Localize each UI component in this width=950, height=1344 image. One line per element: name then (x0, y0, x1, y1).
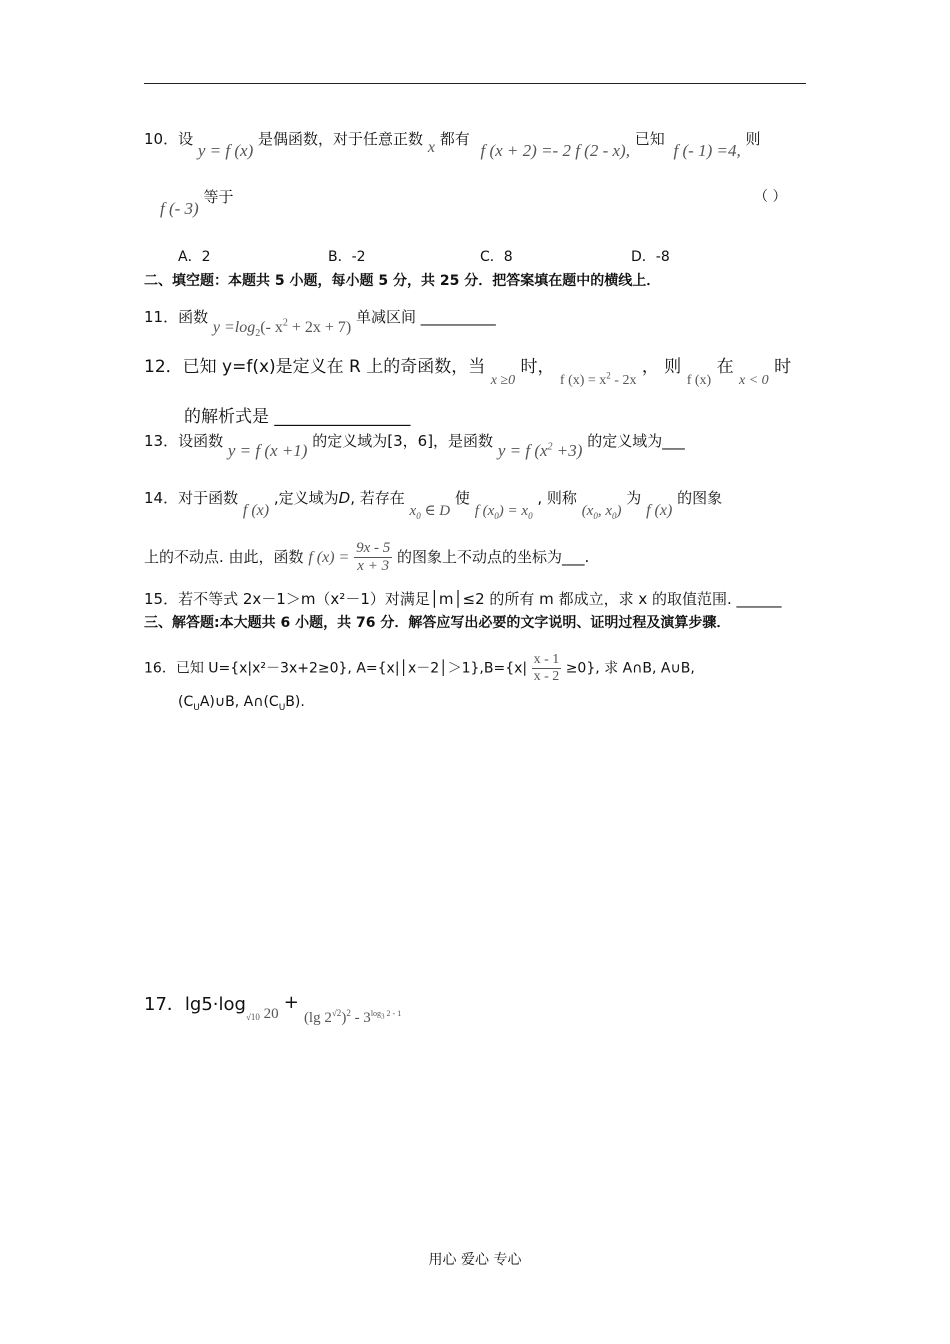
q10-text-1: 是偶函数，对于任意正数 (258, 130, 424, 148)
question-12-line1 (144, 352, 792, 388)
q13-exp: 2 (547, 441, 553, 453)
question-16-line1 (144, 652, 695, 685)
q14-pt-b: , x (597, 503, 613, 519)
q10-answer-paren: （ ） (754, 189, 787, 205)
q13-number: 13．设函数 (144, 432, 224, 450)
q16-sub-u: U (193, 702, 200, 713)
q17-math-rest (304, 1010, 401, 1026)
q14-text-2: 使 (454, 489, 470, 507)
q11-arg-a: (- x (260, 319, 283, 336)
question-10-line1 (144, 128, 761, 160)
q12-text-b: 时， (520, 357, 555, 377)
q10-option-d: D．-8 (631, 249, 670, 265)
q14-text-7: 的图象上不动点的坐标为___. (397, 548, 590, 566)
q17-plus: + (283, 992, 299, 1013)
q16-l2-c: B). (285, 694, 305, 710)
q12-math-x-ge-0: x ≥0 (490, 373, 516, 388)
q12-text-e: 时 (774, 357, 792, 377)
q17-log3-base: 3 (381, 1012, 385, 1021)
q13-math-1: y = f (x +1) (227, 441, 308, 460)
q11-math-log (212, 317, 352, 340)
q12-math-fx2: f (x) (686, 373, 712, 388)
q16-frac-denominator: x - 2 (533, 669, 560, 684)
q14-x: x (409, 503, 417, 519)
q10-option-b: B．-2 (328, 249, 366, 265)
q13-m2a: y = f (x (497, 441, 548, 460)
q14-text-3: , 则称 (537, 489, 577, 507)
q12-math-fx (559, 370, 637, 388)
q12-exp: 2 (606, 370, 611, 381)
question-17 (144, 990, 402, 1026)
q12-text-a: 12．已知 y=f(x)是定义在 R 上的奇函数，当 (144, 357, 486, 377)
q14-domain: D (338, 489, 351, 507)
q10-text-2: 都有 (439, 130, 470, 148)
q14-pt-a: (x (581, 503, 594, 519)
q16-text-a: 16．已知 U={x|x²－3x+2≥0}, A={x|│x－2│＞1},B={x| (144, 660, 528, 677)
question-11 (144, 306, 496, 340)
q11-arg-b: + 2x + 7) (287, 319, 352, 336)
q10-text-4: 则 (745, 130, 761, 148)
q16-frac-numerator: x - 1 (533, 652, 560, 667)
q17-log3-arg: 2 - 1 (384, 1009, 402, 1018)
q14-sub0-e: 0 (612, 511, 617, 521)
page-footer: 用心 爱心 专心 (428, 1252, 522, 1268)
q17-square: 2 (346, 1008, 351, 1018)
q16-fraction (532, 652, 562, 685)
q12-math-x-lt-0: x < 0 (739, 373, 769, 388)
q10-math-given: f (- 1) =4, (673, 141, 741, 160)
q11-exp: 2 (282, 317, 288, 329)
q10-number: 10．设 (144, 130, 194, 148)
q12-text-d: 在 (716, 357, 734, 377)
q14-pt-c: ) (616, 503, 622, 519)
q14-fx0-a: f (x (474, 503, 495, 519)
q14-sub0-b: 0 (494, 511, 499, 521)
q10-math-functional-eq: f (x + 2) =- 2 f (2 - x), (480, 141, 630, 160)
q12-text-c: ， 则 (641, 357, 682, 377)
q16-l2-b: A)∪B, A∩(C (199, 694, 279, 710)
q17-log3: log (370, 1009, 382, 1018)
question-12-line2: 的解析式是 ________________ (184, 407, 411, 427)
q14-text-5: 的图象 (677, 489, 723, 507)
q16-sub-u2: U (278, 702, 286, 713)
section-2-heading: 二、填空题：本题共 5 小题，每小题 5 分，共 25 分．把答案填在题中的横线上． (144, 273, 661, 289)
q10-math-x: x (427, 139, 435, 156)
q14-text-1b: , 若存在 (350, 489, 405, 507)
q14-fx0-b: ) = x (498, 503, 529, 519)
q14-sub0: 0 (416, 511, 421, 521)
q14-math-fx3: f (x) = (308, 549, 350, 566)
q11-text: 单减区间 __________ (356, 308, 496, 326)
question-16-line2 (178, 694, 305, 713)
q14-math-fx0-eq-x0 (475, 503, 533, 519)
header-rule (144, 83, 806, 84)
q10-option-c: C．8 (480, 249, 513, 265)
q17-text-a: 17．lg5·log (144, 994, 246, 1015)
q16-l2-a: (C (178, 694, 194, 710)
q10-text-3: 已知 (634, 130, 665, 148)
q14-text-4: 为 (626, 489, 642, 507)
q17-log-base: √10 (245, 1012, 260, 1023)
q10-math-f-neg3: f (- 3) (160, 199, 199, 218)
q16-text-b: ≥0}, 求 A∩B, A∪B, (565, 660, 695, 677)
q14-fraction (354, 540, 392, 575)
question-13 (144, 430, 685, 460)
q14-math-fx2: f (x) (646, 502, 673, 519)
q13-m2b: +3) (552, 441, 583, 460)
q13-text-2: 的定义域为___ (587, 432, 685, 450)
q13-text-1: 的定义域为[3，6]，是函数 (312, 432, 494, 450)
q10-math-y-eq-fx: y = f (x) (197, 141, 254, 160)
q14-frac-denominator: x + 3 (357, 558, 390, 574)
q14-math-fx: f (x) (242, 502, 270, 519)
question-10-line2 (160, 186, 234, 218)
section-3-heading: 三、解答题:本大题共 6 小题，共 76 分．解答应写出必要的文字说明、证明过程及演算步骤． (144, 615, 731, 631)
q10-text-5: 等于 (203, 188, 234, 206)
q11-log-base: 2 (255, 328, 261, 340)
q14-text-1: ,定义域为 (273, 489, 339, 507)
question-14-line1 (144, 487, 723, 521)
q14-sub0-c: 0 (528, 511, 533, 521)
q11-log: y =log (212, 319, 256, 336)
question-15: 15．若不等式 2x－1＞m（x²－1）对满足│m│≤2 的所有 m 都成立，求 x 的取值范围. ______ (144, 590, 782, 608)
q10-option-a: A．2 (178, 249, 211, 265)
q14-math-x0-in-D (410, 503, 451, 519)
q14-math-point (582, 503, 622, 519)
q12-fx-a: f (x) = x (559, 373, 607, 388)
question-14-line2 (144, 540, 589, 575)
q17-sqrt2: √2 (331, 1008, 342, 1018)
q13-math-2 (498, 441, 583, 460)
q14-frac-numerator: 9x - 5 (356, 540, 391, 556)
q14-text-6: 上的不动点. 由此，函数 (144, 548, 304, 566)
q17-lg2: (lg 2 (303, 1010, 332, 1026)
q17-close: ) (341, 1010, 347, 1026)
q17-three: - 3 (350, 1010, 371, 1026)
q11-number: 11．函数 (144, 308, 209, 326)
q12-fx-b: - 2x (610, 373, 637, 388)
q14-number: 14．对于函数 (144, 489, 239, 507)
q14-in-d: ∈ D (420, 503, 451, 519)
q17-twenty: 20 (259, 1006, 279, 1022)
q14-sub0-d: 0 (593, 511, 598, 521)
